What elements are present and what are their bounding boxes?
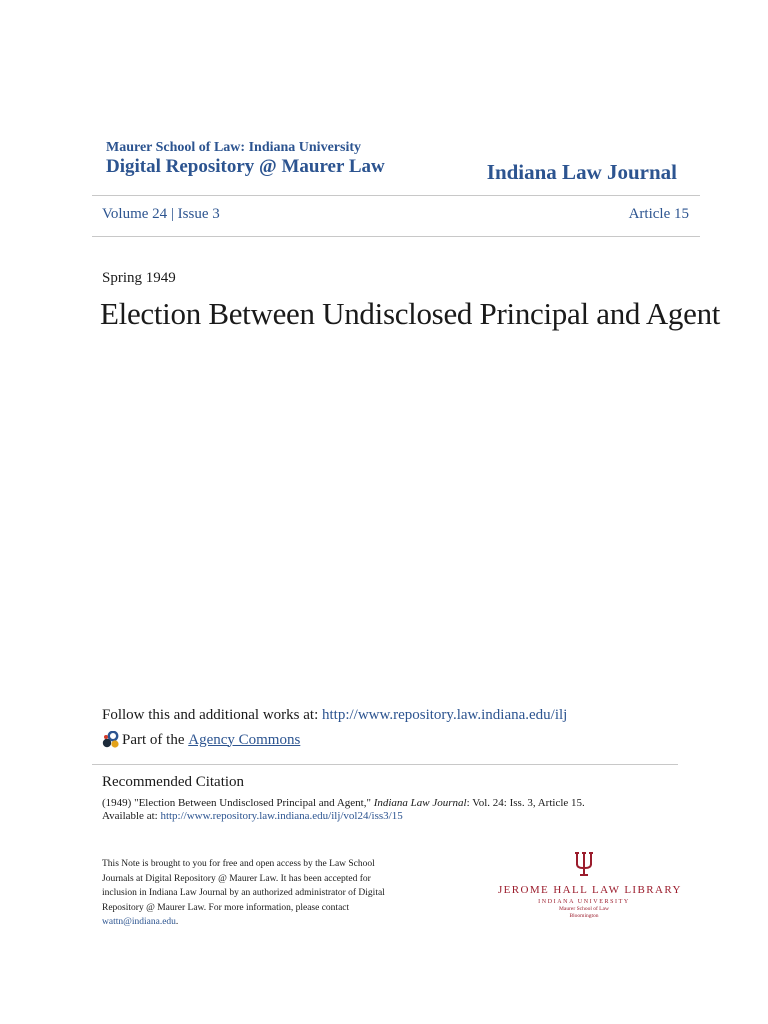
breadcrumb-separator: | xyxy=(170,206,174,222)
repository-link[interactable]: Digital Repository @ Maurer Law xyxy=(106,156,385,177)
note-text: This Note is brought to you for free and open access by the Law School Journals at Digital Repository @ Maurer Law. It has been accepted for inclusion in Indiana Law Journal by an authorized administrator of Digital Repository @ Maurer Law. For more information, please contact xyxy=(102,859,385,913)
school-subtitle xyxy=(498,906,670,920)
university-name: INDIANA UNIVERSITY xyxy=(538,899,630,905)
agency-commons-link[interactable]: Agency Commons xyxy=(188,731,301,748)
citation-prefix: (1949) "Election Between Undisclosed Principal and Agent," xyxy=(102,797,374,809)
available-label: Available at: xyxy=(102,810,161,822)
citation-available xyxy=(102,810,403,822)
contact-email-link[interactable]: wattn@indiana.edu xyxy=(102,917,176,927)
follow-label: Follow this and additional works at: xyxy=(102,707,322,723)
part-of-line xyxy=(102,731,300,749)
library-logo xyxy=(498,852,682,920)
part-of-label: Part of the xyxy=(122,731,185,748)
document-title: Election Between Undisclosed Principal and Agent xyxy=(100,296,721,331)
volume-link[interactable]: Volume 24 xyxy=(102,206,168,222)
citation-heading: Recommended Citation xyxy=(102,774,245,790)
citation-url-link[interactable]: http://www.repository.law.indiana.edu/ilj/vol24/iss3/15 xyxy=(160,810,403,822)
citation-text xyxy=(102,796,702,810)
article-number: Article 15 xyxy=(628,206,689,222)
commons-network-icon xyxy=(102,731,120,749)
publication-date: Spring 1949 xyxy=(102,270,176,286)
issue-breadcrumb xyxy=(102,206,220,223)
journal-link[interactable]: Indiana Law Journal xyxy=(486,160,677,184)
school-subtitle-line1: Maurer School of Law xyxy=(559,906,609,912)
citation-journal: Indiana Law Journal xyxy=(373,797,467,809)
access-note xyxy=(102,857,392,930)
school-name: Maurer School of Law: Indiana University xyxy=(106,140,361,155)
citation-suffix: : Vol. 24: Iss. 3, Article 15. xyxy=(466,797,585,809)
follow-url-link[interactable]: http://www.repository.law.indiana.edu/ilj xyxy=(321,707,568,723)
header-divider xyxy=(92,195,700,196)
issue-link[interactable]: Issue 3 xyxy=(177,206,220,222)
iu-trident-icon xyxy=(574,852,594,878)
follow-line xyxy=(102,707,567,724)
library-name: JEROME HALL LAW LIBRARY xyxy=(498,884,682,896)
note-end: . xyxy=(175,917,179,927)
issue-divider xyxy=(92,236,700,237)
school-subtitle-line2: Bloomington xyxy=(569,913,599,919)
citation-divider xyxy=(92,764,678,765)
